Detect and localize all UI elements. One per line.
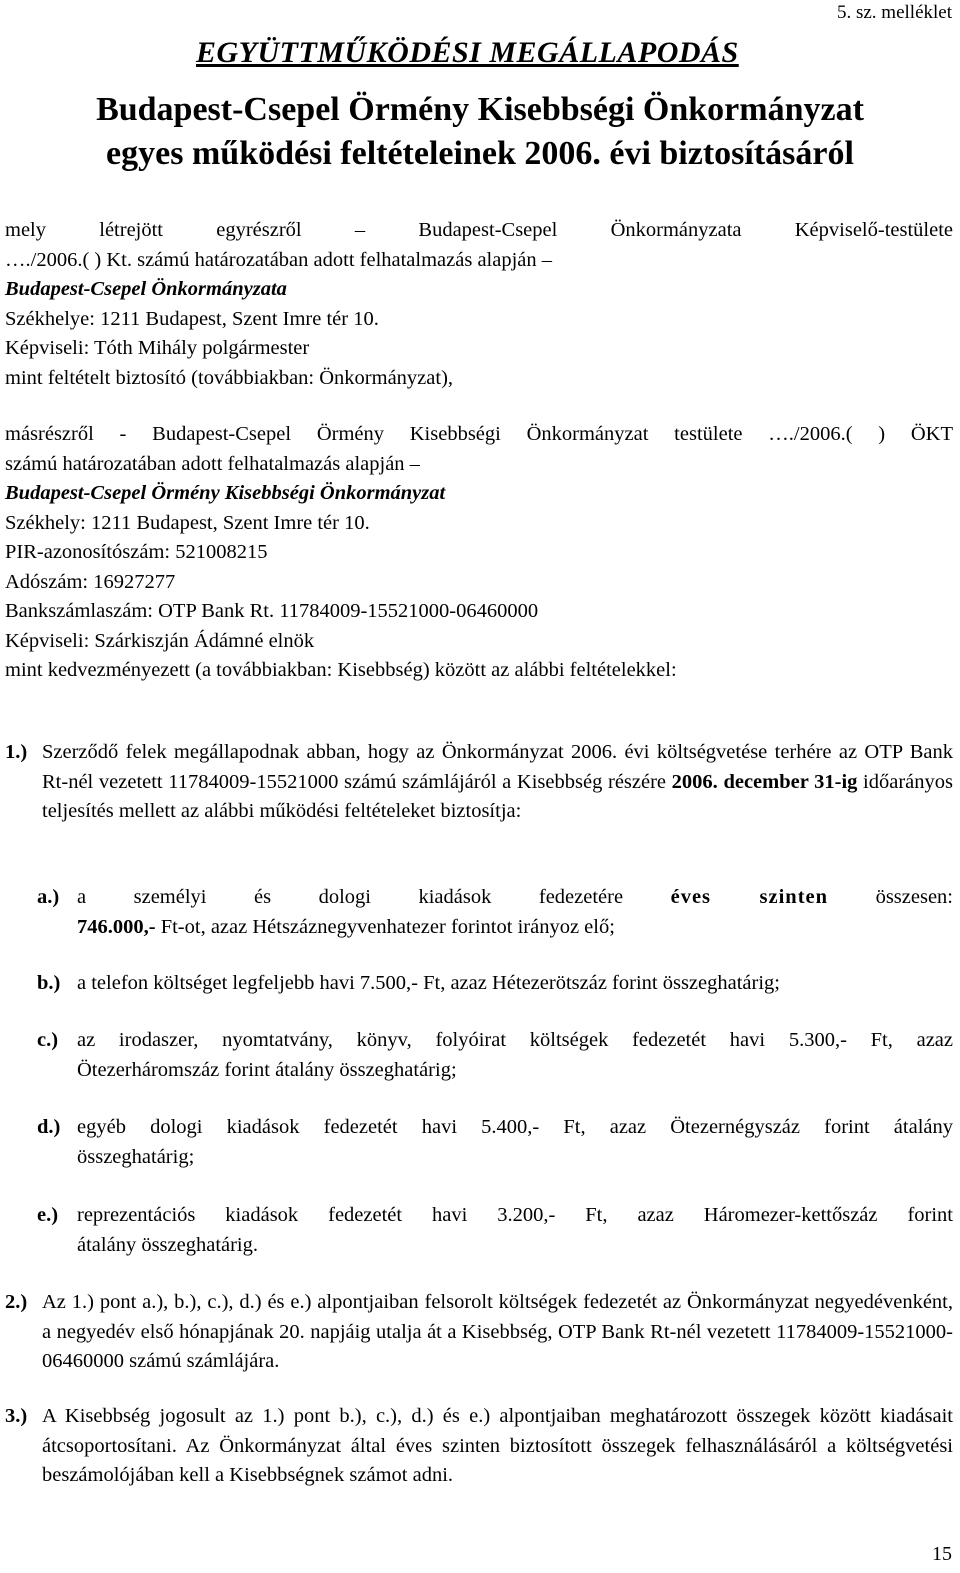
subpoint-a-text-c: Ft-ot, azaz Hétszáznegyvenhatezer forintot irányoz elő; <box>155 915 615 938</box>
subpoint-c-line-2: Ötezerháromszáz forint átalány összeghatárig; <box>77 1058 457 1081</box>
party-1-intro-line-2: …./2006.( ) Kt. számú határozatában adott felhatalmazás alapján – <box>5 248 553 271</box>
point-3-text: A Kisebbség jogosult az 1.) pont b.), c.), d.) és e.) alpontjaiban meghatározott összegek között kiadásait átcsoportosítani. Az Önkormányzat által éves szinten biztosított összegek felhasználásáról a költségvetési beszámolójában kell a Kisebbségnek számot adni. <box>42 1405 953 1486</box>
document-title: EGYÜTTMŰKÖDÉSI MEGÁLLAPODÁS <box>196 36 739 69</box>
point-3-number: 3.) <box>5 1405 28 1427</box>
page-number: 15 <box>932 1543 952 1565</box>
subpoint-d-line-1: egyéb dologi kiadások fedezetét havi 5.400,- Ft, azaz Ötezernégyszáz forint átalány <box>77 1116 953 1138</box>
party-2-seat: Székhely: 1211 Budapest, Szent Imre tér 10. <box>5 511 370 534</box>
party-2-name: Budapest-Csepel Örmény Kisebbségi Önkormányzat <box>5 482 446 504</box>
party-2-intro-line-2: számú határozatában adott felhatalmazás alapján – <box>5 452 420 475</box>
subtitle-line-2: egyes működési feltételeinek 2006. évi biztosításáról <box>106 135 854 172</box>
subtitle-line-1: Budapest-Csepel Örmény Kisebbségi Önkormányzat <box>96 91 864 128</box>
subpoint-d-number: d.) <box>37 1116 61 1138</box>
subpoint-e-line-2: átalány összeghatárig. <box>77 1233 259 1256</box>
party-1-block <box>5 216 953 393</box>
subpoint-a-line-2 <box>77 913 953 943</box>
subpoint-c <box>37 1026 953 1085</box>
subpoint-a-amount: 746.000,- <box>77 915 156 938</box>
point-1 <box>5 738 953 827</box>
party-1-name: Budapest-Csepel Önkormányzata <box>5 278 287 300</box>
point-2 <box>5 1288 953 1377</box>
point-2-number: 2.) <box>5 1291 28 1313</box>
subpoint-d <box>37 1113 953 1172</box>
subpoint-a-line-1 <box>77 883 953 913</box>
party-1-role: mint feltételt biztosító (továbbiakban: Önkormányzat), <box>5 366 454 389</box>
subpoint-c-line-1: az irodaszer, nyomtatvány, könyv, folyóirat költségek fedezetét havi 5.300,- Ft, azaz <box>77 1029 953 1051</box>
subpoint-d-text <box>77 1113 953 1172</box>
subpoint-b-number: b.) <box>37 972 61 994</box>
party-2-bank-account: Bankszámlaszám: OTP Bank Rt. 11784009-15521000-06460000 <box>5 600 539 622</box>
point-1-text <box>42 738 953 827</box>
point-1-text-a: Szerződő felek megállapodnak abban, hogy az Önkormányzat 2006. évi költségvetése terhére az OTP Bank Rt-nél vezetett 11784009-15521000 számú számlájáról a Kisebbség részére <box>42 741 953 793</box>
party-2-pir: PIR-azonosítószám: 521008215 <box>5 541 268 563</box>
party-2-block <box>5 420 953 686</box>
point-3 <box>5 1402 953 1491</box>
party-1-seat: Székhelye: 1211 Budapest, Szent Imre tér 10. <box>5 307 379 330</box>
subpoint-e-line-1: reprezentációs kiadások fedezetét havi 3.200,- Ft, azaz Háromezer-kettőszáz forint <box>77 1204 953 1226</box>
subpoint-b <box>37 969 953 999</box>
subpoint-d-line-2: összeghatárig; <box>77 1145 195 1168</box>
subpoint-b-text: a telefon költséget legfeljebb havi 7.500,- Ft, azaz Hétezerötszáz forint összeghatárig; <box>77 972 780 994</box>
subpoint-c-number: c.) <box>37 1029 59 1051</box>
subpoint-a-text-a: a személyi és dologi kiadások fedezetére <box>77 886 671 908</box>
subpoint-e-text <box>77 1201 953 1260</box>
document-subtitle <box>0 88 960 176</box>
point-1-deadline: 2006. december 31-ig <box>671 770 858 793</box>
subpoint-c-text <box>77 1026 953 1085</box>
point-1-text-b: időarányos teljesítés mellett az alábbi működési feltételeket biztosítja: <box>42 770 953 822</box>
party-2-tax-number: Adószám: 16927277 <box>5 570 176 593</box>
party-2-intro-line-1: másrészről - Budapest-Csepel Örmény Kisebbségi Önkormányzat testülete …./2006.( ) ÖKT <box>5 423 953 445</box>
subpoint-a-number: a.) <box>37 886 60 908</box>
subpoint-a <box>37 883 953 942</box>
subpoint-e <box>37 1201 953 1260</box>
subpoint-a-text <box>77 883 953 942</box>
party-1-intro-line-1: mely létrejött egyrészről – Budapest-Csepel Önkormányzata Képviselő-testülete <box>5 219 953 241</box>
subpoint-a-text-b: összesen: <box>828 886 953 908</box>
party-2-representative: Képviseli: Szárkiszján Ádámné elnök <box>5 629 315 652</box>
point-2-text: Az 1.) pont a.), b.), c.), d.) és e.) alpontjaiban felsorolt költségek fedezetét az Önkormányzat negyedévenként, a negyedév első hónapjának 20. napjáig utalja át a Kisebbség, OTP Bank Rt-nél vezetett 11784009-15521000-06460000 számú számlájára. <box>42 1291 953 1372</box>
party-2-role: mint kedvezményezett (a továbbiakban: Kisebbség) között az alábbi feltételekkel: <box>5 659 677 681</box>
subpoint-a-period: éves szinten <box>670 886 829 908</box>
subpoint-e-number: e.) <box>37 1204 59 1226</box>
annex-label: 5. sz. melléklet <box>836 2 952 23</box>
point-1-number: 1.) <box>5 741 28 763</box>
party-1-representative: Képviseli: Tóth Mihály polgármester <box>5 337 310 359</box>
